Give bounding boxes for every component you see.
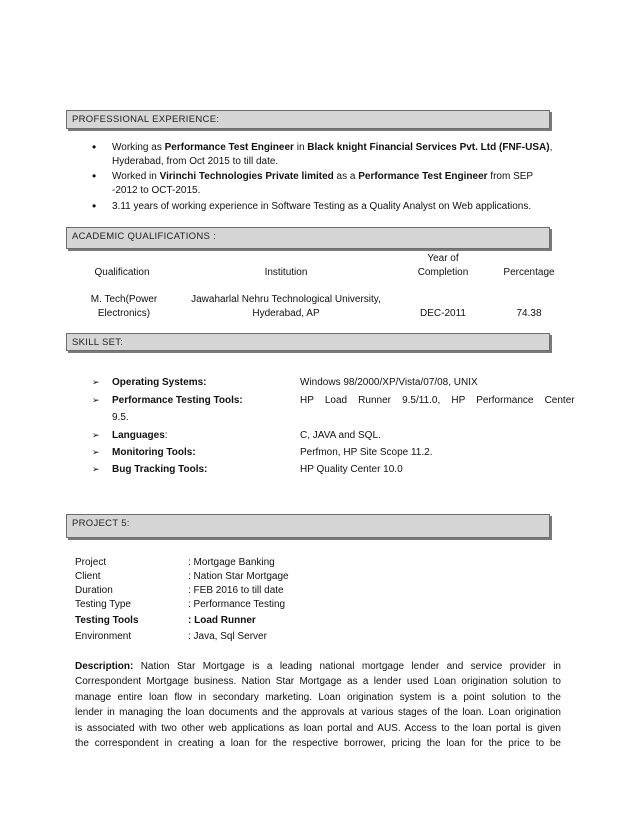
- field-value: : FEB 2016 to till date: [188, 585, 284, 596]
- field-label: Environment: [75, 631, 132, 642]
- field-value: : Nation Star Mortgage: [188, 571, 289, 582]
- text: from SEP: [487, 171, 534, 182]
- text: -2012 to OCT-2015.: [112, 184, 201, 196]
- text: Hyderabad, from Oct 2015 to till date.: [112, 155, 279, 167]
- skill-value: C, JAVA and SQL.: [300, 430, 381, 441]
- text: Worked in: [112, 171, 160, 182]
- skill-name: Monitoring Tools:: [112, 447, 196, 458]
- text: 3.11 years of working experience in Software Testing as a Quality Analyst on Web applications.: [112, 201, 532, 212]
- field-label: Testing Tools: [75, 615, 139, 626]
- table-cell-qualification: [78, 293, 170, 321]
- skill-value: HP Load Runner 9.5/11.0, HP Performance Center: [300, 395, 575, 406]
- description-text: is associated with two other web applications as loan portal and AUS. Access to the loan portal is given: [75, 722, 561, 734]
- section-title: ACADEMIC QUALIFICATIONS :: [72, 231, 217, 242]
- description-text: Correspondent Mortgage business. Nation Star Mortgage as a lender used Loan origination solution to: [75, 676, 561, 688]
- project-description: [75, 659, 561, 751]
- arrow-bullet-icon: ➢: [92, 430, 100, 440]
- section-header-academic: [66, 227, 550, 249]
- job-title: Performance Test Engineer: [358, 171, 488, 182]
- text: Year of: [427, 253, 459, 264]
- text: Working as: [112, 142, 165, 153]
- field-label: Duration: [75, 585, 113, 596]
- bullet-icon: •: [92, 199, 97, 213]
- table-cell-year: DEC-2011: [420, 308, 466, 319]
- bullet-icon: •: [92, 169, 97, 183]
- arrow-bullet-icon: ➢: [92, 395, 100, 405]
- field-value: : Performance Testing: [188, 599, 286, 610]
- description-text: the correspondent in creating a loan for the respective borrower, pricing the loan for the price to be: [75, 738, 561, 750]
- skill-name: Operating Systems:: [112, 377, 207, 388]
- text: ,: [549, 142, 553, 153]
- arrow-bullet-icon: ➢: [92, 447, 100, 457]
- text: Jawaharlal Nehru Technological University,: [191, 294, 381, 305]
- description-label: Description:: [75, 661, 134, 672]
- text: as a: [333, 171, 359, 182]
- section-title: SKILL SET:: [72, 337, 124, 348]
- skill-name: Performance Testing Tools:: [112, 395, 243, 406]
- text: in: [293, 142, 308, 153]
- table-cell-percentage: 74.38: [516, 308, 542, 319]
- section-header-project: [66, 514, 550, 538]
- column-header-qualification: Qualification: [94, 267, 150, 278]
- section-header-experience: [66, 110, 550, 129]
- description-text: manage entire loan flow in secondary marketing. Loan origination system is a point solution to the: [75, 691, 561, 703]
- arrow-bullet-icon: ➢: [92, 377, 100, 387]
- field-value: : Load Runner: [188, 615, 256, 626]
- company-name: Black knight Financial Services Pvt. Ltd (FNF-USA): [307, 142, 550, 153]
- description-text: Nation Star Mortgage is a leading national mortgage lender and service provider in: [133, 661, 561, 672]
- text: M. Tech(Power: [90, 294, 158, 305]
- text: :: [164, 430, 168, 441]
- section-title: PROFESSIONAL EXPERIENCE:: [72, 114, 220, 125]
- text: Electronics): [97, 308, 151, 319]
- field-label: Testing Type: [75, 599, 131, 610]
- company-name: Virinchi Technologies Private limited: [159, 171, 334, 182]
- section-header-skills: [66, 333, 550, 351]
- field-value: : Java, Sql Server: [188, 631, 267, 642]
- field-label: Project: [75, 557, 107, 568]
- text: Completion: [417, 267, 469, 278]
- skill-name: Bug Tracking Tools:: [112, 464, 208, 475]
- table-cell-institution: [170, 293, 402, 321]
- description-text: lender in managing the loan documents and the approvals at various stages of the loan. Loan origination: [75, 707, 561, 719]
- skill-value: 9.5.: [112, 412, 129, 423]
- text: Hyderabad, AP: [252, 308, 320, 319]
- skill-value: Windows 98/2000/XP/Vista/07/08, UNIX: [300, 377, 478, 388]
- skill-value: HP Quality Center 10.0: [300, 464, 403, 475]
- field-value: : Mortgage Banking: [188, 557, 275, 568]
- section-title: PROJECT 5:: [72, 518, 130, 529]
- field-label: Client: [75, 571, 101, 582]
- column-header-year: [398, 252, 488, 280]
- bullet-icon: •: [92, 140, 97, 154]
- column-header-institution: Institution: [264, 267, 308, 278]
- skill-value: Perfmon, HP Site Scope 11.2.: [300, 447, 433, 458]
- arrow-bullet-icon: ➢: [92, 464, 100, 474]
- column-header-percentage: Percentage: [503, 267, 555, 278]
- skill-name: Languages: [112, 430, 165, 441]
- job-title: Performance Test Engineer: [164, 142, 294, 153]
